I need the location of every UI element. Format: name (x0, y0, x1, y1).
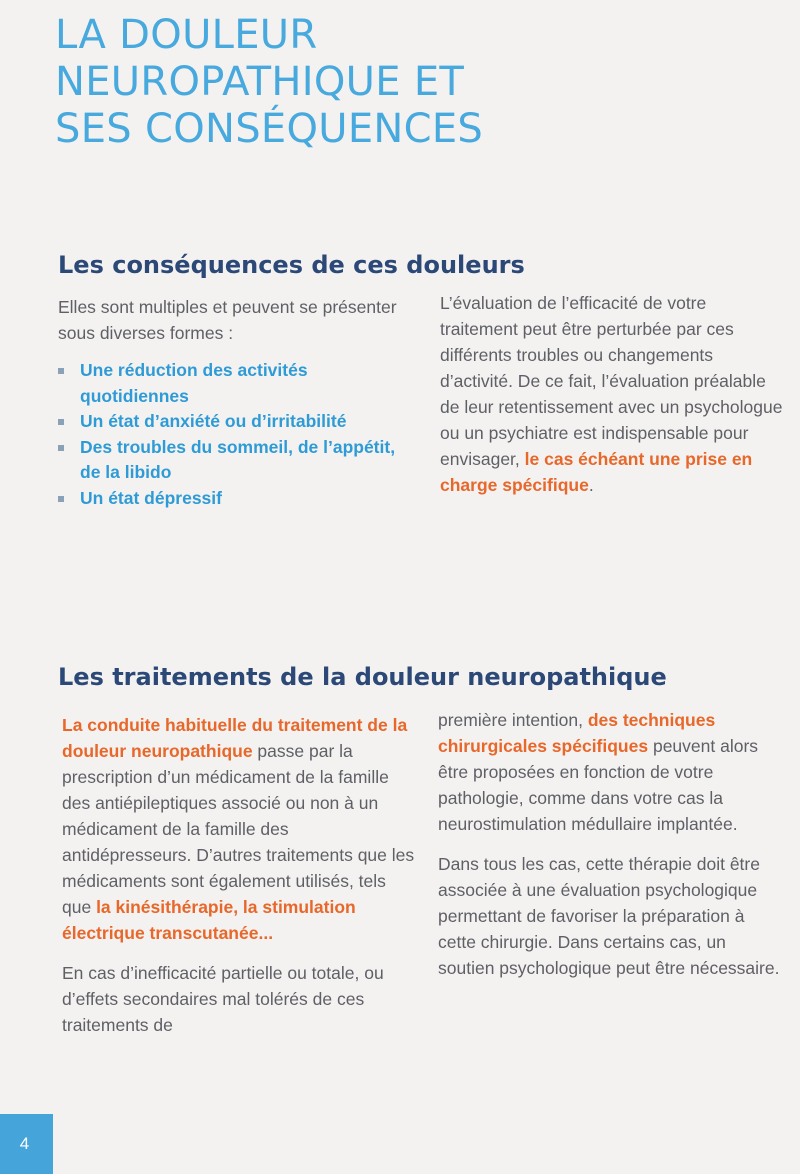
treatment-paragraph-2: En cas d’inefficacité partielle ou totale, ou d’effets secondaires mal tolérés de ces traitements de (62, 963, 384, 1035)
highlight-usual-treatment: La conduite habituelle du traitement de la douleur neuropathique (62, 715, 408, 761)
title-line-2: NEUROPATHIQUE ET (55, 59, 465, 105)
highlight-specific-care: le cas échéant une prise en charge spécifique (440, 449, 753, 495)
page-title (55, 12, 483, 153)
highlight-physiotherapy: la kinésithérapie, la stimulation électrique transcutanée... (62, 897, 356, 943)
list-item: Une réduction des activités quotidiennes (58, 358, 413, 409)
list-item: Un état d’anxiété ou d’irritabilité (58, 409, 413, 435)
evaluation-paragraph: L’évaluation de l’efficacité de votre traitement peut être perturbée par ces différents troubles ou changements d’activité. De ce fait, l’évaluation préalable de leur retentissement avec un psychologue ou un psychiatre est indispensable pour envisager, le cas échéant une prise en charge spécifique. (440, 293, 783, 495)
surgery-paragraph: première intention, des techniques chirurgicales spécifiques peuvent alors être proposées en fonction de votre pathologie, comme dans votre cas la neurostimulation médullaire implantée. (438, 710, 759, 834)
treatment-paragraph-1: La conduite habituelle du traitement de la douleur neuropathique passe par la prescription d’un médicament de la famille des antiépileptiques associé ou non à un médicament de la famille des antidépresseurs. D’autres traitements que les médicaments sont également utilisés, tels que la kinésithérapie, la stimulation électrique transcutanée... (62, 715, 415, 943)
square-bullet-icon (58, 445, 64, 451)
title-line-1: LA DOULEUR (55, 12, 318, 58)
square-bullet-icon (58, 368, 64, 374)
consequences-list (58, 358, 413, 511)
section-heading-treatments: Les traitements de la douleur neuropathique (58, 663, 667, 691)
section-heading-consequences: Les conséquences de ces douleurs (58, 251, 525, 279)
square-bullet-icon (58, 496, 64, 502)
consequences-intro: Elles sont multiples et peuvent se présenter sous diverses formes : (58, 297, 397, 343)
consequences-left-column (58, 294, 413, 511)
square-bullet-icon (58, 419, 64, 425)
page-number: 4 (0, 1114, 53, 1174)
list-item: Un état dépressif (58, 486, 413, 512)
psychological-paragraph: Dans tous les cas, cette thérapie doit être associée à une évaluation psychologique permettant de favoriser la préparation à cette chirurgie. Dans certains cas, un soutien psychologique peut être nécessaire. (438, 854, 780, 978)
treatments-right-column (438, 707, 783, 981)
highlight-surgical-techniques: des techniques chirurgicales spécifiques (438, 710, 716, 756)
consequences-right-column (440, 290, 785, 498)
list-item: Des troubles du sommeil, de l’appétit, de la libido (58, 435, 413, 486)
treatments-left-column (62, 712, 417, 1038)
title-line-3: SES CONSÉQUENCES (55, 106, 484, 152)
